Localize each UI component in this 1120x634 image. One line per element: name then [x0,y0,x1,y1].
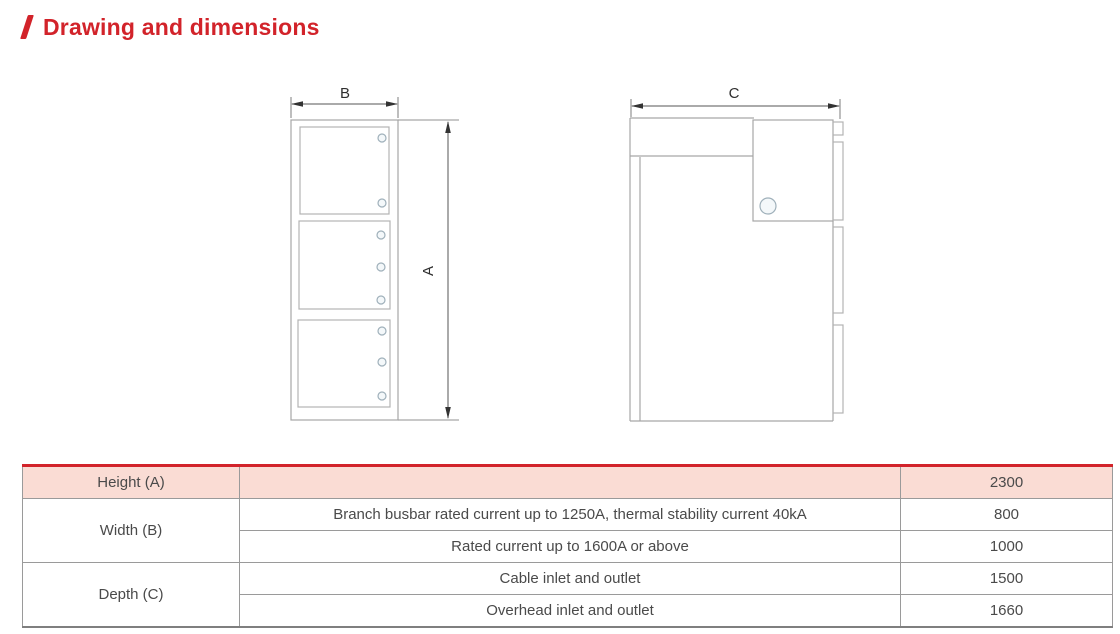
hinge-strip [833,142,843,220]
condition-cell: Cable inlet and outlet [240,563,901,595]
value-cell: 2300 [901,466,1113,499]
value-cell: 1660 [901,595,1113,628]
depth-dimension-label: C [728,85,740,102]
page-title: Drawing and dimensions [43,13,320,40]
screw-circle [377,231,385,239]
width-dimension [291,85,398,118]
dimensions-table [22,464,1113,628]
screw-circle [378,134,386,142]
dimension-name-cell: Width (B) [23,499,240,563]
front-view-drawing [291,85,459,420]
height-dimension-label: A [420,265,437,277]
arrow-right-icon [828,103,840,109]
condition-cell [240,466,901,499]
front-panel-middle [299,221,390,309]
arrow-down-icon [445,407,451,419]
arrow-left-icon [631,103,643,109]
hinge-strip [833,122,843,135]
depth-dimension [631,85,840,119]
dimensions-table-container [22,464,1112,628]
dimension-name-cell: Height (A) [23,466,240,499]
hinge-strip [833,227,843,313]
screw-circle [378,327,386,335]
table-row [23,499,1113,531]
front-panel-bottom [298,320,390,407]
value-cell: 800 [901,499,1113,531]
screw-circle [378,199,386,207]
table-row [23,563,1113,595]
screw-circle [378,392,386,400]
condition-cell: Branch busbar rated current up to 1250A, thermal stability current 40kA [240,499,901,531]
height-dimension [398,120,459,420]
condition-cell: Overhead inlet and outlet [240,595,901,628]
front-panel-top [300,127,389,214]
width-dimension-label: B [339,85,351,102]
arrow-right-icon [386,101,398,107]
value-cell: 1500 [901,563,1113,595]
condition-cell: Rated current up to 1600A or above [240,531,901,563]
screw-circle [377,263,385,271]
value-cell: 1000 [901,531,1113,563]
screw-circle [377,296,385,304]
hinge-strip [833,325,843,413]
side-view-drawing [630,85,843,421]
arrow-up-icon [445,121,451,133]
door-handle-circle [760,198,776,214]
table-row [23,466,1113,499]
arrow-left-icon [291,101,303,107]
dimension-name-cell: Depth (C) [23,563,240,628]
screw-circle [378,358,386,366]
